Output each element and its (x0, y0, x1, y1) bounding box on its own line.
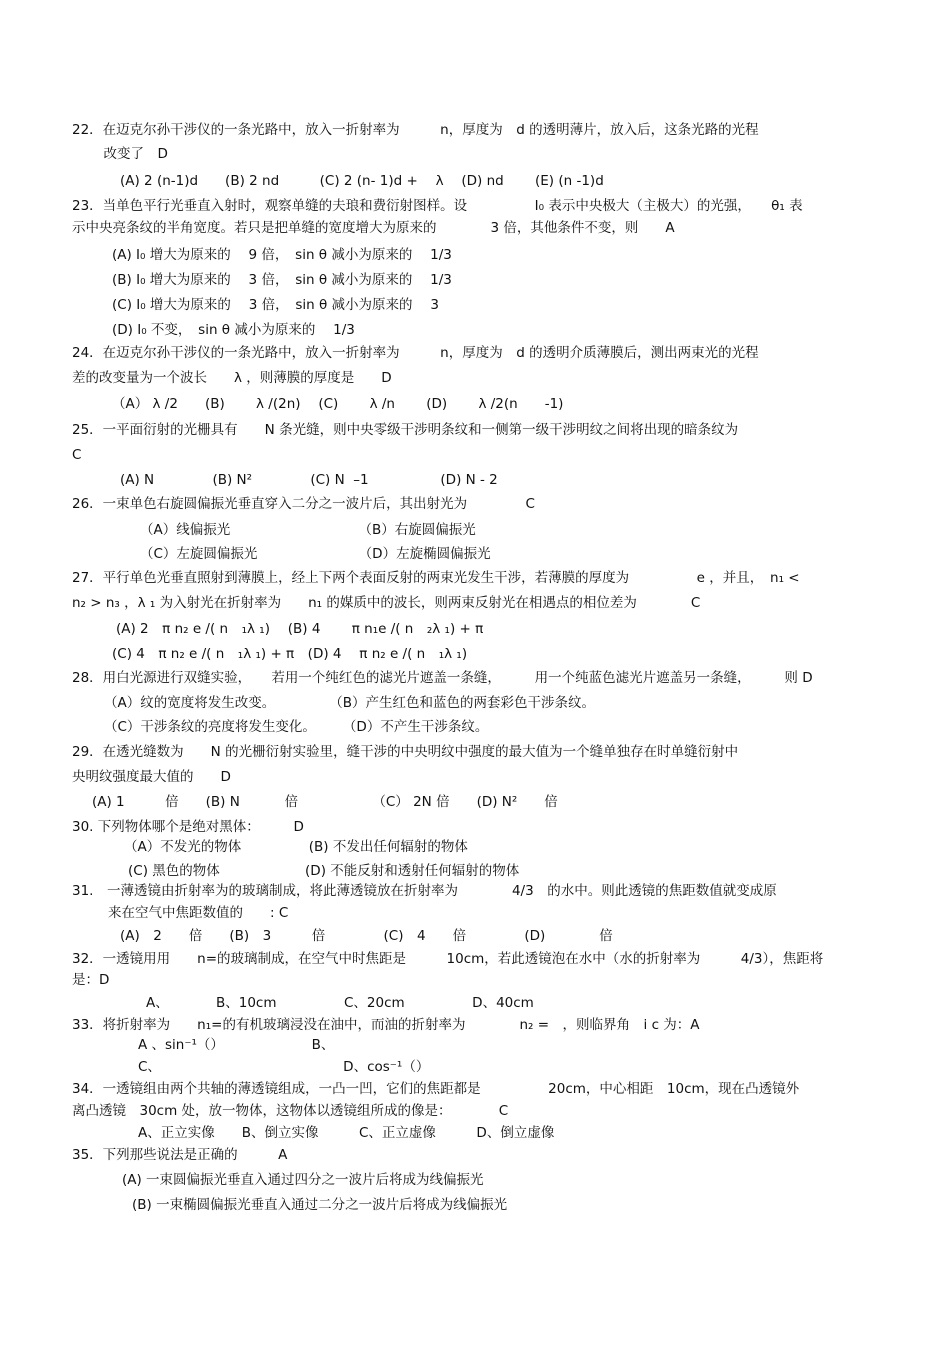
q35-option-a: (A) 一束圆偏振光垂直入通过四分之一波片后将成为线偏振光 (122, 1172, 484, 1188)
q30-stem: 30. 下列物体哪个是绝对黑体： D (72, 819, 304, 835)
q28-options-cd: （C）干涉条纹的亮度将发生变化。 （D）不产生干涉条纹。 (104, 719, 489, 735)
q23-option-d: (D) I₀ 不变， sin θ 减小为原来的 1/3 (112, 322, 355, 338)
q23-option-a: (A) I₀ 增大为原来的 9 倍， sin θ 减小为原来的 1/3 (112, 247, 452, 263)
q33-options-cd: C、 D、cos⁻¹（） (138, 1059, 430, 1075)
q22-stem-cont: 改变了 D (90, 146, 168, 162)
q23-option-b: (B) I₀ 增大为原来的 3 倍， sin θ 减小为原来的 1/3 (112, 272, 452, 288)
q24-stem-cont: 差的改变量为一个波长 λ ，则薄膜的厚度是 D (72, 370, 392, 386)
q29-stem: 29．在透光缝数为 N 的光栅衍射实验里，缝干涉的中央明纹中强度的最大值为一个缝单独存在时单缝衍射中 (72, 744, 739, 760)
q27-stem: 27．平行单色光垂直照射到薄膜上，经上下两个表面反射的两束光发生干涉，若薄膜的厚度为 e ，并且， n₁ < (72, 570, 800, 586)
q22-options: (A) 2 (n-1)d (B) 2 nd (C) 2 (n- 1)d + λ (D) nd (E) (n -1)d (120, 173, 604, 189)
q33-options-ab: A 、sin⁻¹（） B、 (138, 1037, 335, 1053)
q34-stem-cont: 离凸透镜 30cm 处，放一物体，这物体以透镜组所成的像是： C (72, 1103, 509, 1119)
q23-stem: 23．当单色平行光垂直入射时，观察单缝的夫琅和费衍射图样。设 I₀ 表示中央极大（主极大）的光强， θ₁ 表 (72, 198, 803, 214)
q26-options-ab: （A）线偏振光 （B）右旋圆偏振光 (140, 522, 476, 538)
q25-options: (A) N (B) N² (C) N –1 (D) N - 2 (120, 472, 498, 488)
q25-stem: 25．一平面衍射的光栅具有 N 条光缝，则中央零级干涉明条纹和一侧第一级干涉明纹之间将出现的暗条纹为 (72, 422, 739, 438)
q23-stem-cont: 示中央亮条纹的半角宽度。若只是把单缝的宽度增大为原来的 3 倍，其他条件不变，则 A (72, 220, 675, 236)
q23-option-c: (C) I₀ 增大为原来的 3 倍， sin θ 减小为原来的 3 (112, 297, 439, 313)
q22-stem: 22．在迈克尔孙干涉仪的一条光路中，放入一折射率为 n，厚度为 d 的透明薄片，放入后，这条光路的光程 (72, 122, 759, 138)
q26-stem: 26．一束单色右旋圆偏振光垂直穿入二分之一波片后，其出射光为 C (72, 496, 535, 512)
q28-stem: 28．用白光源进行双缝实验， 若用一个纯红色的滤光片遮盖一条缝， 用一个纯蓝色滤光片遮盖另一条缝， 则 D (72, 670, 813, 686)
q32-answer: 是：D (72, 972, 110, 988)
q30-options-ab: （A）不发光的物体 (B) 不发出任何辐射的物体 (124, 839, 468, 855)
q27-options-cd: (C) 4 π n₂ e /( n ₁λ ₁) + π (D) 4 π n₂ e /( n ₁λ ₁) (112, 646, 468, 662)
q34-options: A、正立实像 B、倒立实像 C、正立虚像 D、倒立虚像 (138, 1125, 555, 1141)
q35-stem: 35．下列那些说法是正确的 A (72, 1147, 288, 1163)
q32-stem: 32．一透镜用用 n=的玻璃制成，在空气中时焦距是 10cm，若此透镜泡在水中（水的折射率为 4/3），焦距将 (72, 951, 824, 967)
q28-options-ab: （A）纹的宽度将发生改变。 （B）产生红色和蓝色的两套彩色干涉条纹。 (104, 695, 595, 711)
q31-stem: 31. 一薄透镜由折射率为的玻璃制成，将此薄透镜放在折射率为 4/3 的水中。则此透镜的焦距数值就变成原 (72, 883, 777, 899)
q33-stem: 33．将折射率为 n₁=的有机玻璃浸没在油中，而油的折射率为 n₂ = ，则临界角 i c 为：A (72, 1017, 700, 1033)
q25-answer: C (72, 447, 82, 463)
q27-options-ab: (A) 2 π n₂ e /( n ₁λ ₁) (B) 4 π n₁e /( n ₂λ ₁) + π (116, 621, 484, 637)
q31-options: (A) 2 倍 (B) 3 倍 (C) 4 倍 (D) 倍 (120, 928, 613, 944)
q24-stem: 24．在迈克尔孙干涉仪的一条光路中，放入一折射率为 n，厚度为 d 的透明介质薄膜后，测出两束光的光程 (72, 345, 759, 361)
q32-options: A、 B、10cm C、20cm D、40cm (146, 995, 534, 1011)
q27-stem-cont: n₂ > n₃ ，λ ₁ 为入射光在折射率为 n₁ 的媒质中的波长，则两束反射光在相遇点的相位差为 C (72, 595, 701, 611)
q31-stem-cont: 来在空气中焦距数值的 : C (108, 905, 289, 921)
q30-options-cd: (C) 黑色的物体 (D) 不能反射和透射任何辐射的物体 (128, 863, 520, 879)
q29-stem-cont: 央明纹强度最大值的 D (72, 769, 231, 785)
q24-options: （A） λ /2 (B) λ /(2n) (C) λ /n (D) λ /2(n -1) (112, 396, 564, 412)
q34-stem: 34．一透镜组由两个共轴的薄透镜组成，一凸一凹，它们的焦距都是 20cm，中心相距 10cm，现在凸透镜外 (72, 1081, 800, 1097)
q29-options: (A) 1 倍 (B) N 倍 （C） 2N 倍 (D) N² 倍 (92, 794, 558, 810)
q35-option-b: (B) 一束椭圆偏振光垂直入通过二分之一波片后将成为线偏振光 (132, 1197, 508, 1213)
q26-options-cd: （C）左旋圆偏振光 （D）左旋椭圆偏振光 (140, 546, 491, 562)
